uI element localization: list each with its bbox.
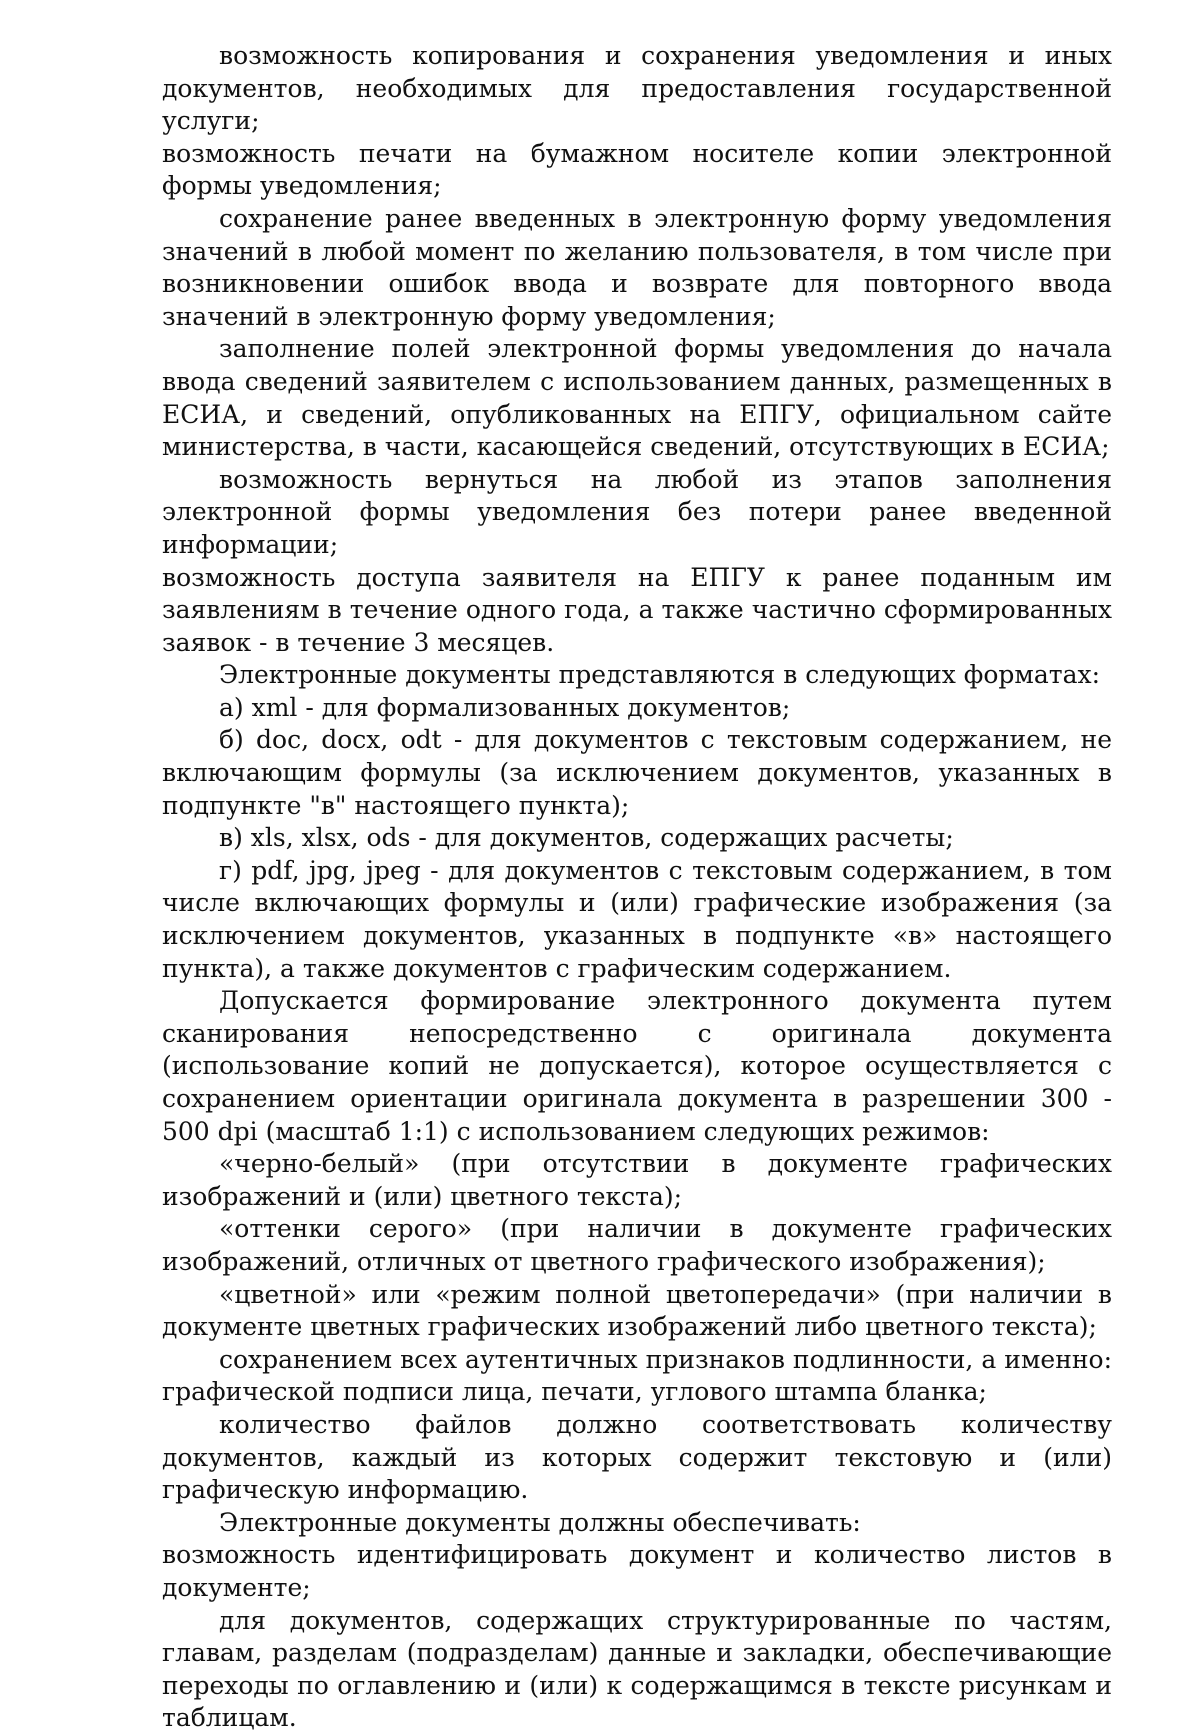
paragraph: возможность копирования и сохранения уведомления и иных документов, необходимых для предоставления государственной услуги;	[162, 41, 1112, 136]
document-page	[162, 40, 1112, 1735]
paragraph: возможность идентифицировать документ и количество листов в документе;	[162, 1540, 1112, 1602]
paragraph: количество файлов должно соответствовать количеству документов, каждый из которых содержит текстовую и (или) графическую информацию.	[162, 1409, 1112, 1505]
list-item-a: а) xml - для формализованных документов;	[219, 692, 791, 722]
paragraph: сохранение ранее введенных в электронную форму уведомления значений в любой момент по желанию пользователя, в том числе при возникновении ошибок ввода и возврате для повторного ввода значений в электронную форму уведомления;	[162, 203, 1112, 331]
paragraph: возможность доступа заявителя на ЕПГУ к ранее поданным им заявлениям в течение одного года, а также частично сформированных заявок - в течение 3 месяцев.	[162, 562, 1112, 657]
list-item-g: г) pdf, jpg, jpeg - для документов с текстовым содержанием, в том числе включающих формулы и (или) графические изображения (за исключением документов, указанных в подпункте «в» настоящего пункта), а также документов с графическим содержанием.	[162, 855, 1112, 983]
paragraph: возможность вернуться на любой из этапов заполнения электронной формы уведомления без потери ранее введенной информации;	[162, 464, 1112, 559]
list-item-b: б) doc, docx, odt - для документов с текстовым содержанием, не включающим формулы (за исключением документов, указанных в подпункте "в" настоящего пункта);	[162, 725, 1112, 820]
list-item-v: в) xls, xlsx, ods - для документов, содержащих расчеты;	[219, 823, 954, 853]
paragraph: Допускается формирование электронного документа путем сканирования непосредственно с оригинала документа (использование копий не допускается), которое осуществляется с сохранением ориентации оригинала документа в разрешении 300 - 500 dpi (масштаб 1:1) с использованием следующих режимов:	[162, 986, 1112, 1146]
paragraph: возможность печати на бумажном носителе копии электронной формы уведомления;	[162, 138, 1112, 201]
paragraph: «цветной» или «режим полной цветопередачи» (при наличии в документе цветных графических изображений либо цветного текста);	[162, 1279, 1112, 1342]
paragraph: Электронные документы должны обеспечивать:	[219, 1507, 861, 1537]
paragraph: «черно-белый» (при отсутствии в документе графических изображений и (или) цветного текста);	[162, 1149, 1112, 1211]
paragraph: Электронные документы представляются в следующих форматах:	[219, 660, 1101, 690]
paragraph: заполнение полей электронной формы уведомления до начала ввода сведений заявителем с использованием данных, размещенных в ЕСИА, и сведений, опубликованных на ЕПГУ, официальном сайте министерства, в части, касающейся сведений, отсутствующих в ЕСИА;	[162, 334, 1112, 462]
paragraph: сохранением всех аутентичных признаков подлинности, а именно: графической подписи лица, печати, углового штампа бланка;	[162, 1344, 1112, 1407]
paragraph: для документов, содержащих структурированные по частям, главам, разделам (подразделам) данные и закладки, обеспечивающие переходы по оглавлению и (или) к содержащимся в тексте рисункам и таблицам.	[162, 1605, 1112, 1733]
paragraph: «оттенки серого» (при наличии в документе графических изображений, отличных от цветного графического изображения);	[162, 1214, 1112, 1276]
